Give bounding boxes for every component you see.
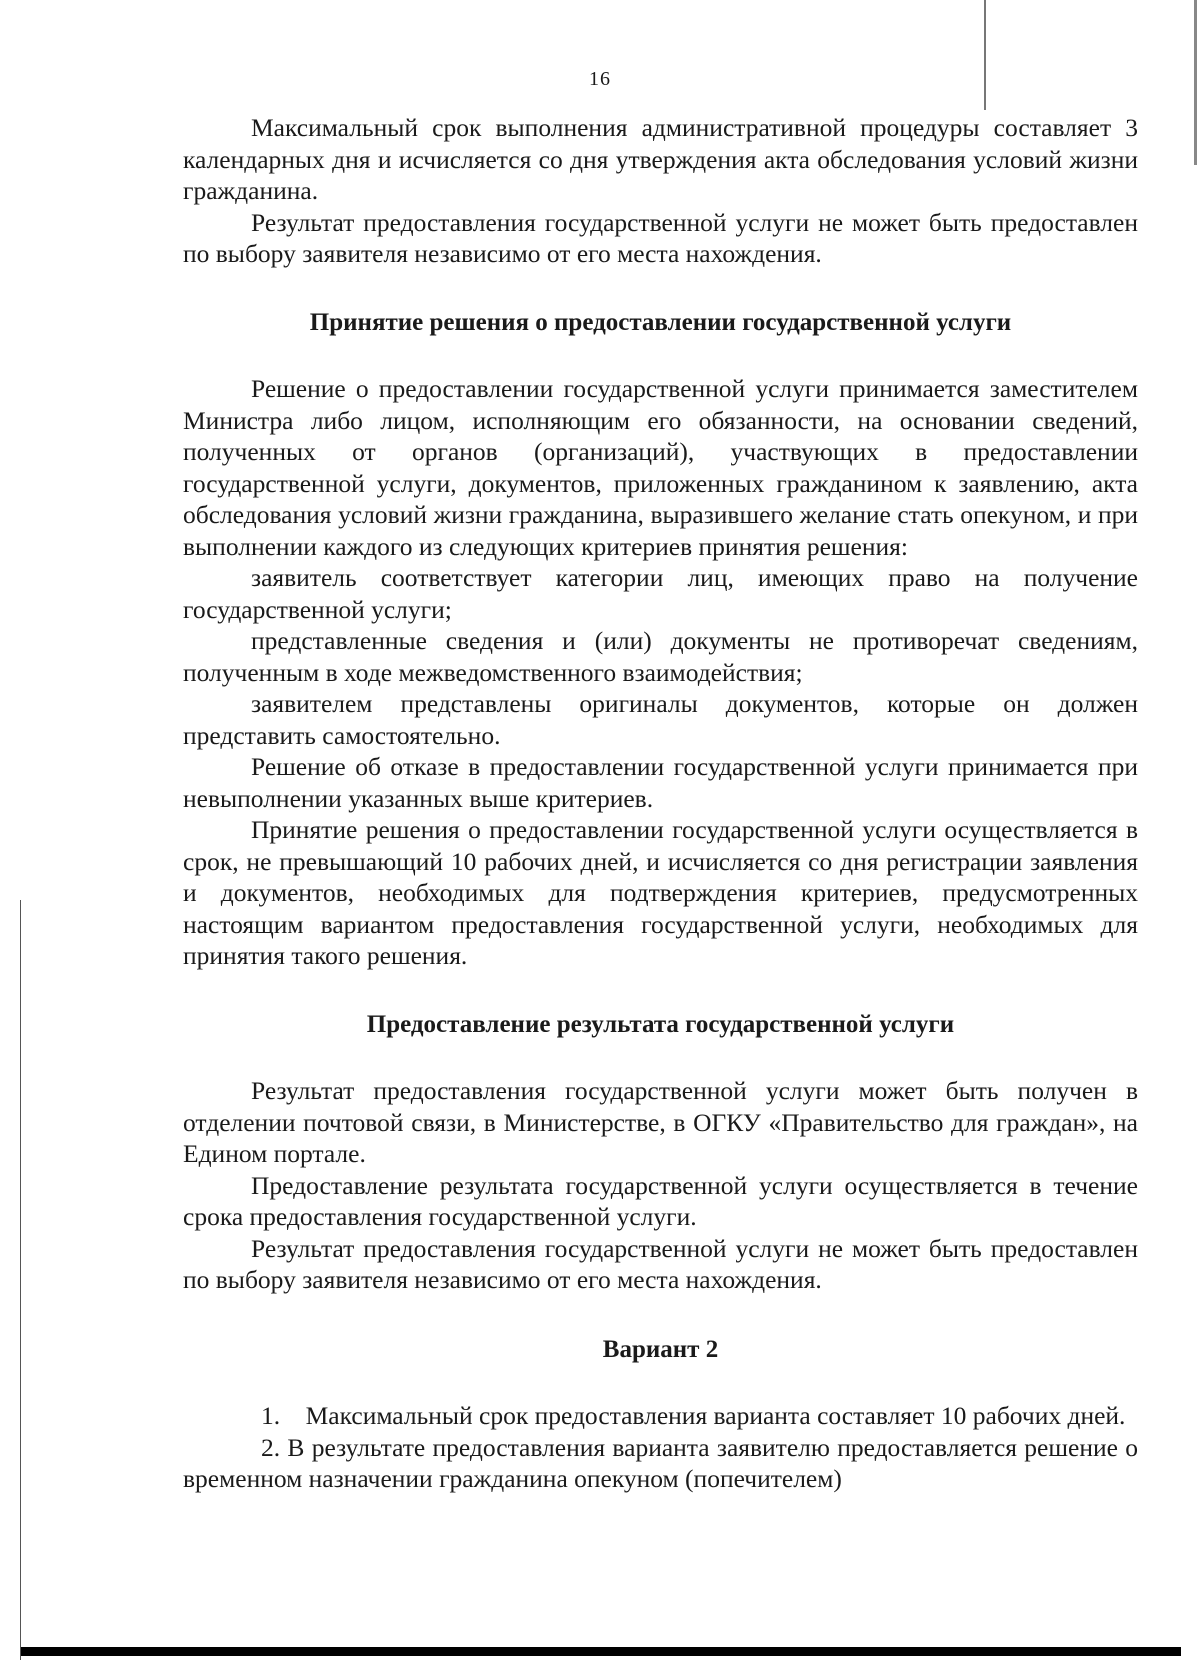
scan-artifact-line bbox=[984, 0, 986, 110]
document-body bbox=[183, 112, 1138, 1495]
paragraph: Результат предоставления государственной услуги может быть получен в отделении почтовой связи, в Министерстве, в ОГКУ «Правительство для граждан», на Едином портале. bbox=[183, 1076, 1138, 1168]
numbered-item: 2. В результате предоставления варианта заявителю предоставляется решение о временном назначении гражданина опекуном (попечителем) bbox=[183, 1432, 1138, 1493]
scan-artifact-line bbox=[20, 900, 21, 1660]
paragraph: Результат предоставления государственной услуги не может быть предоставлен по выбору заявителя независимо от его места нахождения. bbox=[183, 1233, 1138, 1294]
scan-artifact-border bbox=[21, 1647, 1181, 1656]
section-heading: Предоставление результата государственной услуги bbox=[366, 1010, 955, 1038]
paragraph: Результат предоставления государственной услуги не может быть предоставлен по выбору заявителя независимо от его места нахождения. bbox=[183, 207, 1138, 268]
paragraph: Принятие решения о предоставлении государственной услуги осуществляется в срок, не превышающий 10 рабочих дней, и исчисляется со дня регистрации заявления и документов, необходимых для подтверждения критериев, предусмотренных настоящим вариантом предоставления государственной услуги, необходимых для принятия такого решения. bbox=[183, 815, 1138, 970]
section-heading: Принятие решения о предоставлении государственной услуги bbox=[309, 308, 1012, 336]
page-number: 16 bbox=[589, 68, 611, 90]
paragraph: заявителем представлены оригиналы документов, которые он должен представить самостоятельно. bbox=[183, 689, 1138, 750]
numbered-item: 1. Максимальный срок предоставления варианта составляет 10 рабочих дней. bbox=[261, 1401, 1126, 1430]
paragraph: заявитель соответствует категории лиц, имеющих право на получение государственной услуги; bbox=[183, 563, 1138, 624]
paragraph: Максимальный срок выполнения административной процедуры составляет 3 календарных дня и исчисляется со дня утверждения акта обследования условий жизни гражданина. bbox=[183, 113, 1138, 205]
paragraph: Предоставление результата государственной услуги осуществляется в течение срока предоставления государственной услуги. bbox=[183, 1170, 1138, 1231]
paragraph: Решение о предоставлении государственной услуги принимается заместителем Министра либо лицом, исполняющим его обязанности, на основании сведений, полученных от органов (организаций), участвующих в предоставлении государственной услуги, документов, приложенных гражданином к заявлению, акта обследования условий жизни гражданина, выразившего желание стать опекуном, и при выполнении каждого из следующих критериев принятия решения: bbox=[183, 374, 1138, 561]
paragraph: Решение об отказе в предоставлении государственной услуги принимается при невыполнении указанных выше критериев. bbox=[183, 752, 1138, 813]
paragraph: представленные сведения и (или) документы не противоречат сведениям, полученным в ходе межведомственного взаимодействия; bbox=[183, 626, 1138, 687]
section-heading: Вариант 2 bbox=[602, 1335, 719, 1363]
